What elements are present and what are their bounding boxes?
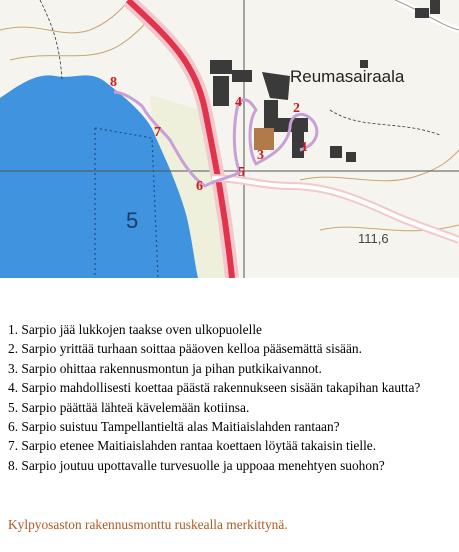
route-step-7: 7. Sarpio etenee Maitiaislahden rantaa koettaen löytää takaisin tielle.	[8, 438, 377, 454]
route-step-3: 3. Sarpio ohittaa rakennusmontun ja pihan putkikaivannot.	[8, 360, 322, 376]
route-marker-7: 7	[154, 125, 161, 140]
lake-number: 5	[126, 208, 139, 233]
route-step-8: 8. Sarpio joutuu upottavalle turvesuolle ja uppoaa menehtyen suohon?	[8, 457, 385, 473]
route-step-6: 6. Sarpio suistuu Tampellantieltä alas Maitiaislahden rantaan?	[8, 419, 340, 435]
route-step-4: 4. Sarpio mahdollisesti koettaa päästä rakennukseen sisään takapihan kautta?	[8, 380, 421, 396]
construction-pit	[254, 128, 274, 150]
route-marker-1: 1	[301, 140, 308, 155]
place-label: Reumasairaala	[290, 67, 405, 86]
elevation-label: 111,6	[358, 231, 389, 246]
route-marker-4: 4	[235, 95, 242, 110]
route-step-1: 1. Sarpio jää lukkojen taakse oven ulkopuolelle	[8, 322, 262, 337]
route-marker-8: 8	[110, 75, 117, 90]
route-step-2: 2. Sarpio yrittää turhaan soittaa pääoven kelloa pääsemättä sisään.	[8, 341, 362, 357]
route-steps-list	[8, 320, 454, 475]
route-marker-2: 2	[293, 101, 300, 116]
route-marker-3: 3	[257, 148, 264, 163]
route-marker-5: 5	[238, 165, 245, 180]
route-marker-6: 6	[196, 179, 203, 194]
route-step-5: 5. Sarpio päättää lähteä kävelemään kotiinsa.	[8, 399, 250, 415]
map-caption: Kylpyosaston rakennusmonttu ruskealla merkittynä.	[8, 517, 288, 532]
